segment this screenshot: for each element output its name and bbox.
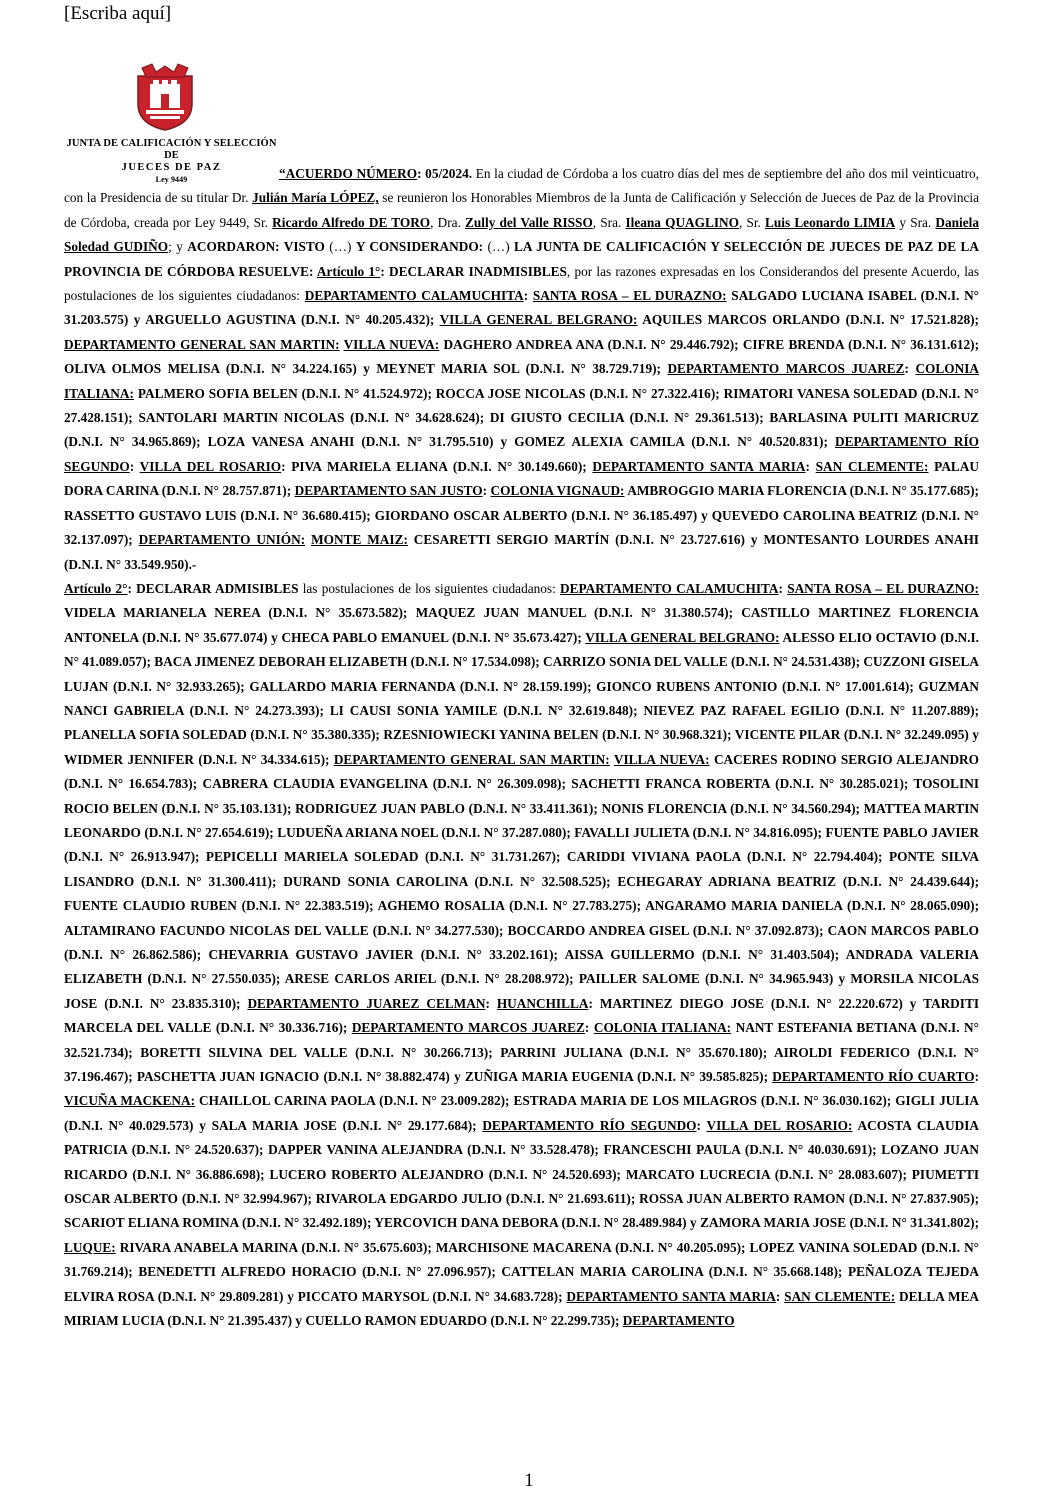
ellipsis: (…) [483, 239, 515, 255]
separator: ; y [168, 239, 188, 255]
president-name: Julián María LÓPEZ, [252, 190, 379, 206]
article-1-preamble: , por las razones expresadas en los Considerandos del presente Acuerdo, las postulaciones de los siguientes ciudadanos: [64, 263, 979, 304]
place-heading: DEPARTAMENTO CALAMUCHITA [304, 288, 524, 304]
resolution-body [64, 162, 979, 1334]
place-heading: SANTA ROSA – EL DURAZNO: [532, 288, 727, 304]
separator: , Dra. [430, 214, 466, 230]
header-note: [Escriba aquí] [64, 3, 172, 24]
acuerdo-label: “ACUERDO NÚMERO [279, 166, 418, 181]
candidate-text: ACOSTA CLAUDIA PATRICIA (D.N.I. N° 24.520.637); DAPPER VANINA ALEJANDRA (D.N.I. N° 33.528.478); FRANCESCHI PAULA (D.N.I. N° 40.030.691); LOZANO JUAN RICARDO (D.N.I. N° 36.886.698); LUCERO ROBERTO ALEJANDRO (D.N.I. N° 24.520.693); MARCATO LUCRECIA (D.N.I. N° 28.083.607); PIUMETTI OSCAR ALBERTO (D.N.I. N° 32.994.967); RIVAROLA EDGARDO JULIO (D.N.I. N° 21.693.611); ROSSA JUAN ALBERTO RAMON (D.N.I. N° 27.837.905); SCARIOT ELIANA ROMINA (D.N.I. N° 32.492.189); YERCOVICH DANA DEBORA (D.N.I. N° 28.489.984) y ZAMORA MARIA JOSE (D.N.I. N° 31.341.802); [64, 1117, 979, 1231]
article-1-paragraph [64, 162, 979, 577]
candidate-text: : [584, 1020, 594, 1036]
institution-line-2: JUECES DE PAZ [121, 162, 222, 173]
candidate-text: : [523, 288, 533, 304]
candidate-text: : [805, 458, 816, 474]
article-1-declaration: : DECLARAR INADMISIBLES [380, 263, 567, 279]
acuerdo-number: : 05/2024. [417, 166, 473, 181]
place-heading: DEPARTAMENTO SANTA MARIA [592, 458, 806, 474]
candidate-text: NANT ESTEFANIA BETIANA (D.N.I. N° 32.521.734); BORETTI SILVINA DEL VALLE (D.N.I. N° 30.266.713); PARRINI JULIANA (D.N.I. N° 35.670.180); AIROLDI FEDERICO (D.N.I. N° 37.196.467); PASCHETTA JUAN IGNACIO (D.N.I. N° 38.882.474) y ZUÑIGA MARIA EUGENIA (D.N.I. N° 39.585.825); [64, 1020, 979, 1085]
candidate-text: DAGHERO ANDREA ANA (D.N.I. N° 29.446.792); CIFRE BRENDA (D.N.I. N° 36.131.612); OLIVA OLMOS MELISA (D.N.I. N° 34.224.165) y MEYNET MARIA SOL (D.N.I. N° 38.729.719); [64, 336, 979, 377]
separator: , Sr. [738, 214, 766, 230]
place-heading: DEPARTAMENTO UNIÓN: [138, 532, 306, 548]
place-heading: DEPARTAMENTO RÍO SEGUNDO [64, 434, 979, 474]
inadmissible-list [64, 288, 979, 571]
considerando: Y CONSIDERANDO: [355, 239, 484, 255]
candidate-text: ALESSO ELIO OCTAVIO (D.N.I. N° 41.089.057); BACA JIMENEZ DEBORAH ELIZABETH (D.N.I. N° 17.534.098); CARRIZO SONIA DEL VALLE (D.N.I. N° 24.531.438); CUZZONI GISELA LUJAN (D.N.I. N° 32.933.265); GALLARDO MARIA FERNANDA (D.N.I. N° 28.159.199); GIONCO RUBENS ANTONIO (D.N.I. N° 17.001.614); GUZMAN NANCI GABRIELA (D.N.I. N° 24.273.393); LI CAUSI SONIA YAMILE (D.N.I. N° 32.619.848); NIEVEZ PAZ RAFAEL EGILIO (D.N.I. N° 11.207.889); PLANELLA SOFIA SOLEDAD (D.N.I. N° 35.380.335); RZESNIOWIECKI YANINA BELEN (D.N.I. N° 30.968.321); VICENTE PILAR (D.N.I. N° 32.249.095) y WIDMER JENNIFER (D.N.I. N° 34.334.615); [64, 629, 979, 767]
candidate-text: RIVARA ANABELA MARINA (D.N.I. N° 35.675.603); MARCHISONE MACARENA (D.N.I. N° 40.205.095); LOPEZ VANINA SOLEDAD (D.N.I. N° 31.769.214); BENEDETTI ALFREDO HORACIO (D.N.I. N° 27.096.957); CATTELAN MARIA CAROLINA (D.N.I. N° 35.668.148); PEÑALOZA TEJEDA ELVIRA ROSA (D.N.I. N° 29.809.281) y PICCATO MARYSOL (D.N.I. N° 34.683.728); [64, 1239, 979, 1304]
place-heading: SAN CLEMENTE: [815, 458, 929, 474]
acordaron-visto: ACORDARON: VISTO [187, 239, 325, 255]
coat-of-arms-icon [134, 62, 196, 132]
admissible-list [64, 581, 979, 1328]
separator: , Sra. [592, 214, 626, 230]
ellipsis: (…) [324, 239, 356, 255]
article-2-preamble: las postulaciones de los siguientes ciudadanos: [298, 580, 561, 596]
place-heading: VILLA DEL ROSARIO [139, 458, 282, 474]
article-2-label: Artículo 2° [64, 580, 128, 596]
member-name: Zully del Valle RISSO [465, 214, 593, 230]
institution-line-1: JUNTA DE CALIFICACIÓN Y SELECCIÓN DE [66, 138, 277, 161]
candidate-text: : [696, 1117, 707, 1133]
intro-text: En la ciudad de Córdoba a los cuatro días del mes de septiembre del año dos mil veinticuatro, con la Presidencia de su titular Dr. [64, 166, 979, 206]
candidate-text: PALMERO SOFIA BELEN (D.N.I. N° 41.524.972); ROCCA JOSE NICOLAS (D.N.I. N° 27.322.416); RIMATORI VANESA SOLEDAD (D.N.I. N° 27.428.151); SANTOLARI MARTIN NICOLAS (D.N.I. N° 34.628.624); DI GIUSTO CECILIA (D.N.I. N° 29.361.513); BARLASINA PULITI MARICRUZ (D.N.I. N° 34.965.869); LOZA VANESA ANAHI (D.N.I. N° 31.795.510) y GOMEZ ALEXIA CAMILA (D.N.I. N° 40.520.831); [64, 385, 979, 450]
intro-text-2: se reunieron los Honorables Miembros de la Junta de Calificación y Selección de Jueces de Paz de la Provincia de Córdoba, creada por Ley 9449, Sr. [64, 190, 979, 230]
candidate-text: : [485, 995, 497, 1011]
candidate-text: : [775, 1288, 785, 1304]
article-2-paragraph [64, 577, 979, 1334]
place-heading: VILLA NUEVA: [613, 751, 710, 767]
candidate-text: PALAU DORA CARINA (D.N.I. N° 28.757.871); [64, 458, 979, 499]
place-heading: SANTA ROSA – EL DURAZNO: [787, 580, 979, 596]
separator: y Sra. [895, 214, 936, 230]
place-heading: COLONIA ITALIANA: [64, 361, 979, 401]
place-heading: VILLA DEL ROSARIO: [706, 1117, 853, 1133]
candidate-text: SALGADO LUCIANA ISABEL (D.N.I. N° 31.203.575) y ARGUELLO AGUSTINA (D.N.I. N° 40.205.432); [64, 288, 979, 328]
place-heading: DEPARTAMENTO RÍO CUARTO [772, 1069, 975, 1085]
place-heading: DEPARTAMENTO MARCOS JUAREZ [351, 1020, 585, 1036]
candidate-text: : [904, 361, 916, 377]
candidate-text: : [129, 458, 140, 474]
candidate-text: : [974, 1069, 979, 1085]
candidate-text: VIDELA MARIANELA NEREA (D.N.I. N° 35.673.582); MAQUEZ JUAN MANUEL (D.N.I. N° 31.380.574); CASTILLO MARTINEZ FLORENCIA ANTONELA (D.N.I. N° 35.677.074) y CHECA PABLO EMANUEL (D.N.I. N° 35.673.427); [64, 605, 979, 645]
place-heading: VICUÑA MACKENA: [64, 1093, 196, 1109]
member-name: Ricardo Alfredo DE TORO [272, 214, 431, 230]
candidate-text: : PIVA MARIELA ELIANA (D.N.I. N° 30.149.660); [281, 458, 593, 474]
candidate-text: CHAILLOL CARINA PAOLA (D.N.I. N° 23.009.282); ESTRADA MARIA DE LOS MILAGROS (D.N.I. N° 36.030.162); GIGLI JULIA (D.N.I. N° 40.029.573) y SALA MARIA JOSE (D.N.I. N° 29.177.684); [64, 1093, 979, 1133]
place-heading: DEPARTAMENTO [622, 1313, 735, 1329]
place-heading: MONTE MAIZ: [311, 532, 408, 548]
place-heading: VILLA GENERAL BELGRANO: [585, 629, 780, 645]
article-1-label: Artículo 1° [316, 263, 381, 279]
place-heading: DEPARTAMENTO RÍO SEGUNDO [482, 1117, 697, 1133]
candidate-text: CACERES RODINO SERGIO ALEJANDRO (D.N.I. N° 16.654.783); CABRERA CLAUDIA EVANGELINA (D.N.I. N° 26.309.098); SACHETTI FRANCA ROBERTA (D.N.I. N° 30.285.021); TOSOLINI ROCIO BELEN (D.N.I. N° 35.103.131); RODRIGUEZ JUAN PABLO (D.N.I. N° 33.411.361); NONIS FLORENCIA (D.N.I. N° 34.560.294); MATTEA MARTIN LEONARDO (D.N.I. N° 27.654.619); LUDUEÑA ARIANA NOEL (D.N.I. N° 37.287.080); FAVALLI JULIETA (D.N.I. N° 34.816.095); FUENTE PABLO JAVIER (D.N.I. N° 26.913.947); PEPICELLI MARIELA SOLEDAD (D.N.I. N° 31.731.267); CARIDDI VIVIANA PAOLA (D.N.I. N° 22.794.404); PONTE SILVA LISANDRO (D.N.I. N° 31.300.411); DURAND SONIA CAROLINA (D.N.I. N° 32.508.525); ECHEGARAY ADRIANA BEATRIZ (D.N.I. N° 24.439.644); FUENTE CLAUDIO RUBEN (D.N.I. N° 22.383.519); AGHEMO ROSALIA (D.N.I. N° 27.783.275); ANGARAMO MARIA DANIELA (D.N.I. N° 28.065.090); ALTAMIRANO FACUNDO NICOLAS DEL VALLE (D.N.I. N° 34.277.530); BOCCARDO ANDREA GISEL (D.N.I. N° 37.092.873); CAON MARCOS PABLO (D.N.I. N° 26.862.586); CHEVARRIA GUSTAVO JAVIER (D.N.I. N° 33.202.161); AISSA GUILLERMO (D.N.I. N° 31.403.504); ANDRADA VALERIA ELIZABETH (D.N.I. N° 27.550.035); ARESE CARLOS ARIEL (D.N.I. N° 28.208.972); PAILLER SALOME (D.N.I. N° 34.965.943) y MORSILA NICOLAS JOSE (D.N.I. N° 23.835.310); [64, 751, 979, 1011]
place-heading: SAN CLEMENTE: [784, 1288, 896, 1304]
place-heading: DEPARTAMENTO SAN JUSTO [294, 483, 483, 499]
place-heading: LUQUE: [64, 1239, 116, 1255]
candidate-text: : [778, 580, 788, 596]
institution-law: Ley 9449 [155, 175, 188, 184]
member-name: Ileana QUAGLINO [625, 214, 739, 230]
article-2-declaration: : DECLARAR ADMISIBLES [127, 580, 299, 596]
place-heading: VILLA NUEVA: [343, 336, 440, 352]
place-heading: VILLA GENERAL BELGRANO: [439, 312, 638, 328]
candidate-text: AQUILES MARCOS ORLANDO (D.N.I. N° 17.521.828); [637, 312, 979, 328]
candidate-text: AMBROGGIO MARIA FLORENCIA (D.N.I. N° 35.177.685); RASSETTO GUSTAVO LUIS (D.N.I. N° 36.680.415); GIORDANO OSCAR ALBERTO (D.N.I. N° 36.185.497) y QUEVEDO CAROLINA BEATRIZ (D.N.I. N° 32.137.097); [64, 483, 979, 548]
place-heading: DEPARTAMENTO JUAREZ CELMAN [247, 995, 486, 1011]
place-heading: COLONIA VIGNAUD: [490, 483, 625, 499]
member-name: Daniela Soledad GUDIÑO [64, 214, 979, 255]
place-heading: DEPARTAMENTO GENERAL SAN MARTIN: [333, 751, 610, 767]
candidate-text: : MARTINEZ DIEGO JOSE (D.N.I. N° 22.220.672) y TARDITI MARCELA DEL VALLE (D.N.I. N° 30.336.716); [64, 995, 979, 1036]
place-heading: DEPARTAMENTO SANTA MARIA [566, 1288, 776, 1304]
candidate-text: : [482, 483, 491, 499]
member-name: Luis Leonardo LIMIA [765, 214, 896, 230]
candidate-text: CESARETTI SERGIO MARTÍN (D.N.I. N° 23.727.616) y MONTESANTO LOURDES ANAHI (D.N.I. N° 33.549.950).- [64, 532, 979, 572]
place-heading: HUANCHILLA [496, 995, 589, 1011]
page-number: 1 [524, 1470, 534, 1491]
place-heading: COLONIA ITALIANA: [593, 1020, 732, 1036]
resuelve-heading: LA JUNTA DE CALIFICACIÓN Y SELECCIÓN DE JUECES DE PAZ DE LA PROVINCIA DE CÓRDOBA RESUELVE: [64, 239, 979, 279]
place-heading: DEPARTAMENTO MARCOS JUAREZ [667, 361, 905, 377]
place-heading: DEPARTAMENTO GENERAL SAN MARTIN: [64, 336, 340, 352]
place-heading: DEPARTAMENTO CALAMUCHITA [560, 580, 779, 596]
candidate-text: DELLA MEA MIRIAM LUCIA (D.N.I. N° 21.395.437) y CUELLO RAMON EDUARDO (D.N.I. N° 22.299.735); [64, 1288, 980, 1329]
